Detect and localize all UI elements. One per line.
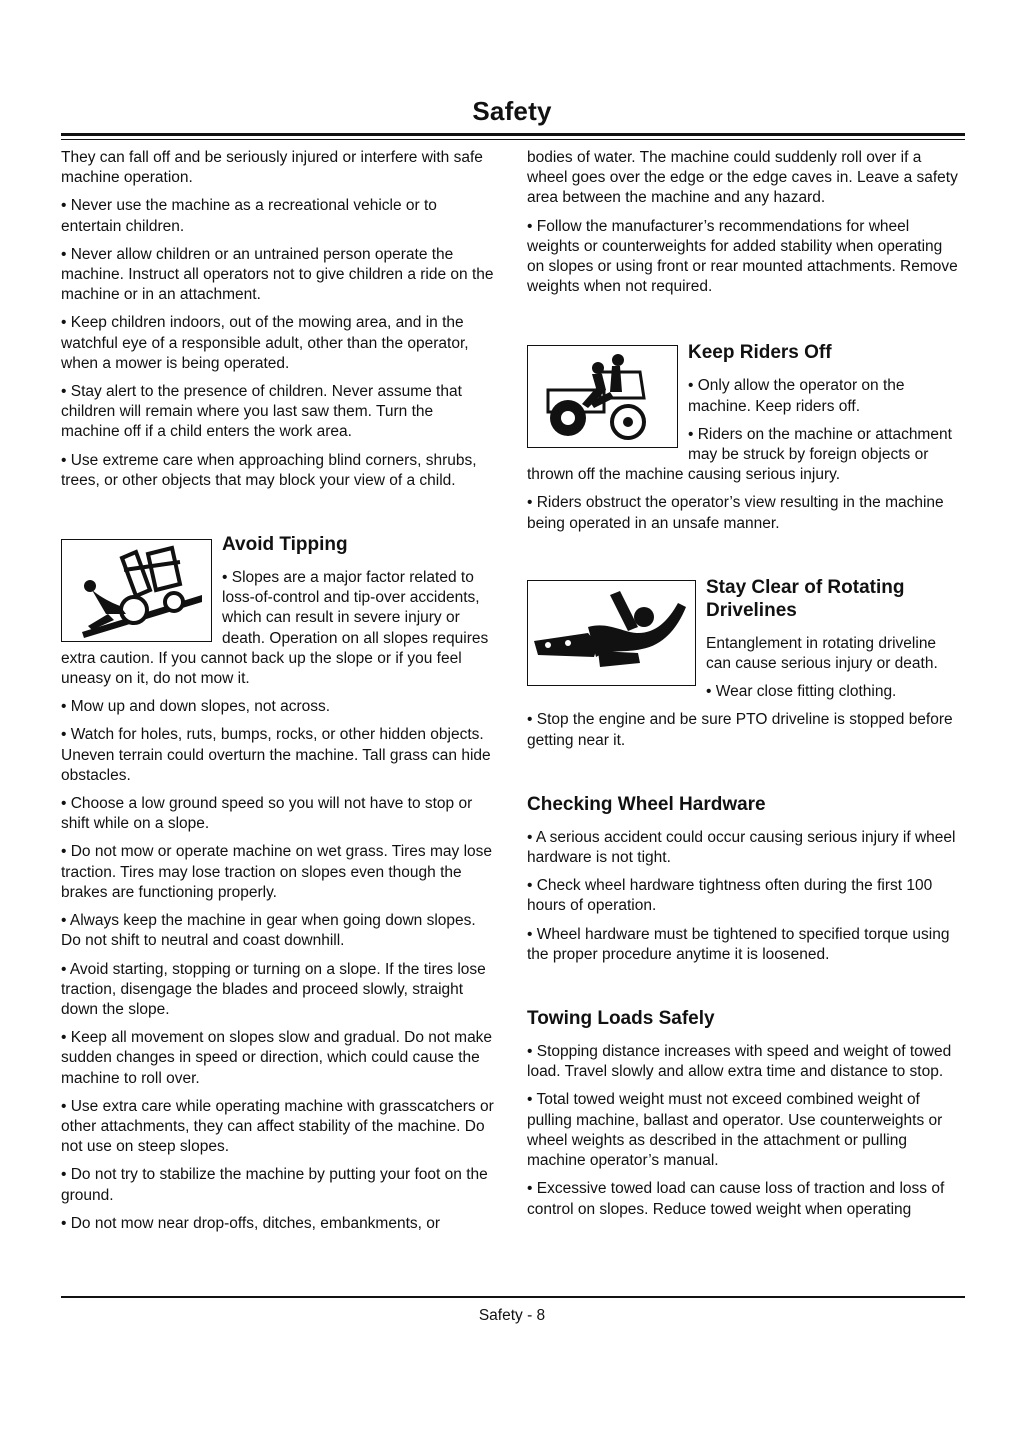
paragraph: • Excessive towed load can cause loss of traction and loss of control on slopes. Reduce towed weight when operating	[527, 1180, 945, 1218]
driveline-entanglement-icon	[527, 580, 696, 686]
section-avoid-tipping	[61, 533, 495, 1234]
tipping-tractor-icon	[61, 539, 212, 642]
paragraph: • Only allow the operator on the machine. Keep riders off.	[688, 377, 905, 415]
paragraph: • Stay alert to the presence of children. Never assume that children will remain where you last saw them. Turn the machine off if a child enters the work area.	[61, 383, 462, 441]
page-number: Safety - 8	[478, 1307, 546, 1324]
paragraph: • Slopes are a major factor related to loss-of-control and tip-over accidents, which can result in severe injury or death. Operation on all slopes requires extra caution. If you cannot back up the slope or if you feel uneasy on it, do not mow it.	[61, 569, 489, 688]
header-rule-thin	[61, 139, 965, 140]
paragraph: • Do not mow or operate machine on wet grass. Tires may lose traction. Tires may lose traction on slopes even though the brakes are functioning properly.	[61, 843, 493, 901]
paragraph: • Wheel hardware must be tightened to specified torque using the proper procedure anytime it is loosened.	[527, 925, 950, 963]
paragraph: bodies of water. The machine could suddenly roll over if a wheel goes over the edge or the edge caves in. Leave a safety area between the machine and any hazard.	[527, 149, 958, 207]
right-column	[527, 148, 961, 1228]
footer-rule	[61, 1296, 965, 1298]
paragraph: • Always keep the machine in gear when going down slopes. Do not shift to neutral and coast downhill.	[61, 912, 476, 950]
paragraph: • Never allow children or an untrained person operate the machine. Instruct all operators not to give children a ride on the machine or in an attachment.	[61, 245, 494, 304]
section-heading: Towing Loads Safely	[527, 1008, 715, 1030]
paragraph: • Riders obstruct the operator’s view resulting in the machine being operated in an unsafe manner.	[527, 494, 944, 532]
paragraph: • Follow the manufacturer’s recommendations for wheel weights or counterweights for added stability when operating on slopes or using front or rear mounted attachments. Remove weights when not required.	[527, 217, 958, 296]
tractor-rider-icon	[527, 345, 678, 448]
page-title: Safety	[472, 96, 552, 126]
section-keep-riders-off	[527, 341, 961, 533]
paragraph: • Use extreme care when approaching blind corners, shrubs, trees, or other objects that may block your view of a child.	[61, 451, 477, 489]
paragraph: They can fall off and be seriously injured or interfere with safe machine operation.	[61, 149, 483, 187]
paragraph: • Total towed weight must not exceed combined weight of pulling machine, ballast and operator. Use counterweights or wheel weights as described in the attachment or pulling machine operator’s manual.	[527, 1091, 943, 1170]
section-heading: Checking Wheel Hardware	[527, 793, 766, 815]
section-heading: Keep Riders Off	[688, 342, 832, 364]
paragraph: • Avoid starting, stopping or turning on a slope. If the tires lose traction, disengage the blades and proceed slowly, straight down the slope.	[61, 960, 486, 1018]
header-rule-thick	[61, 133, 965, 136]
paragraph: • Keep all movement on slopes slow and gradual. Do not make sudden changes in speed or direction, which could cause the machine to roll over.	[61, 1029, 493, 1087]
section-heading: Stay Clear of Rotating Drivelines	[706, 576, 905, 621]
section-towing	[527, 1007, 961, 1220]
paragraph: • Stop the engine and be sure PTO driveline is stopped before getting near it.	[527, 711, 953, 749]
paragraph: • Use extra care while operating machine with grasscatchers or other attachments, they can affect stability of the machine. Do not use on steep slopes.	[61, 1097, 494, 1156]
section-wheel-hardware	[527, 793, 961, 965]
paragraph: • Do not try to stabilize the machine by putting your foot on the ground.	[61, 1166, 488, 1204]
section-stay-clear-drivelines	[527, 576, 961, 751]
left-column	[61, 148, 495, 1242]
paragraph: • Mow up and down slopes, not across.	[61, 698, 331, 716]
paragraph: Entanglement in rotating driveline can cause serious injury or death.	[706, 634, 938, 673]
paragraph: • Choose a low ground speed so you will not have to stop or shift while on a slope.	[61, 795, 473, 833]
paragraph: • Stopping distance increases with speed and weight of towed load. Travel slowly and allow extra time and distance to stop.	[527, 1043, 952, 1081]
paragraph: • Keep children indoors, out of the mowing area, and in the watchful eye of a responsible adult, other than the operator, when a mower is being operated.	[61, 314, 469, 372]
section-heading: Avoid Tipping	[222, 534, 348, 556]
paragraph: • Do not mow near drop-offs, ditches, embankments, or	[61, 1214, 441, 1232]
paragraph: • Watch for holes, ruts, bumps, rocks, or other hidden objects. Uneven terrain could overturn the machine. Tall grass can hide obstacles.	[61, 726, 491, 784]
paragraph: • Riders on the machine or attachment may be struck by foreign objects or thrown off the machine causing serious injury.	[527, 425, 952, 484]
paragraph: • Check wheel hardware tightness often during the first 100 hours of operation.	[527, 877, 933, 915]
paragraph: • A serious accident could occur causing serious injury if wheel hardware is not tight.	[527, 828, 956, 867]
paragraph: • Never use the machine as a recreational vehicle or to entertain children.	[61, 197, 437, 235]
paragraph: • Wear close fitting clothing.	[706, 683, 897, 701]
